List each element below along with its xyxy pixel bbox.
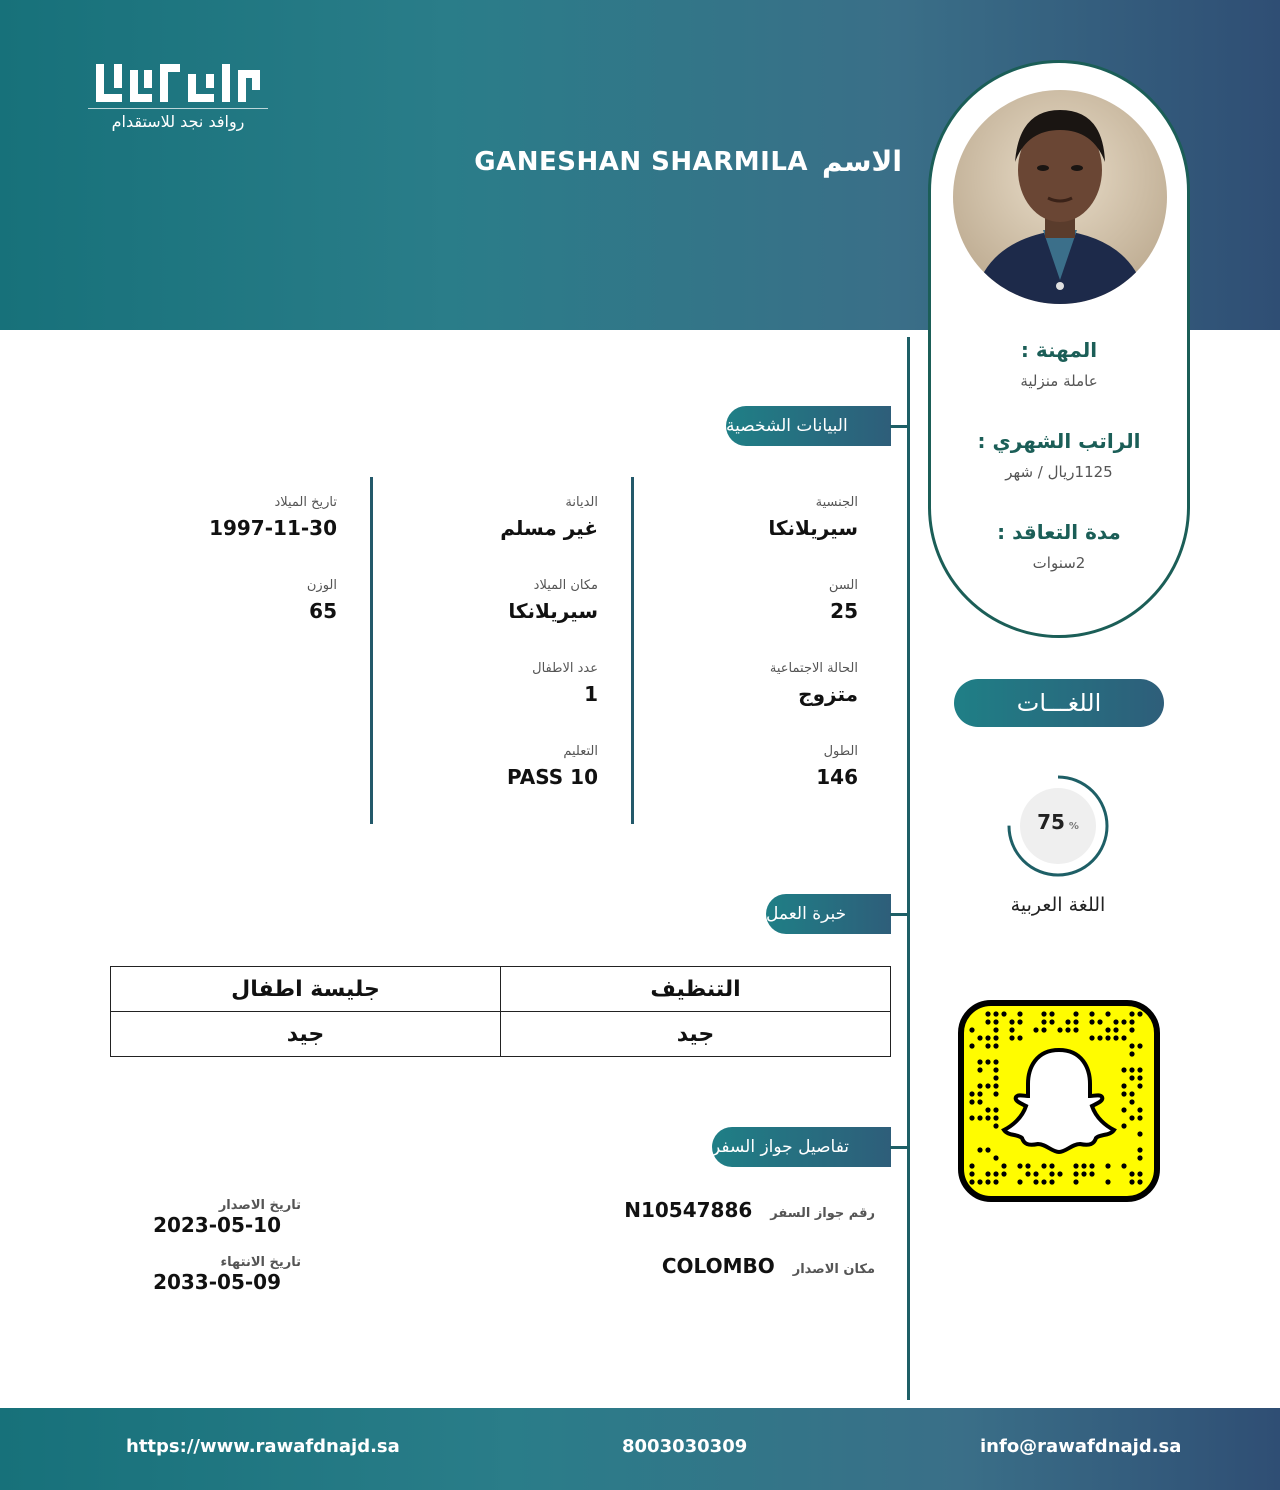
- language-name: اللغة العربية: [1010, 894, 1106, 916]
- snapcode-dot: [1097, 1019, 1102, 1024]
- snapcode-dot: [1121, 1083, 1126, 1088]
- snapcode-dot: [1089, 1163, 1094, 1168]
- contract-field: [931, 520, 1187, 572]
- snapcode-dot: [1105, 1027, 1110, 1032]
- snapcode-dot: [1129, 1075, 1134, 1080]
- snapcode-dot: [985, 1011, 990, 1016]
- person-photo-icon: [953, 90, 1167, 304]
- snapcode-dot: [977, 1091, 982, 1096]
- expiry-date-value: 2033-05-09: [153, 1270, 281, 1294]
- snapcode-dot: [1113, 1027, 1118, 1032]
- snapcode-dot: [1097, 1035, 1102, 1040]
- passport-place-value: COLOMBO: [661, 1254, 775, 1278]
- snapcode-dot: [1129, 1099, 1134, 1104]
- info-item: [97, 578, 337, 661]
- snapcode-dot: [1137, 1075, 1142, 1080]
- section-experience-title: خبرة العمل: [766, 894, 891, 934]
- snapcode-dot: [1073, 1027, 1078, 1032]
- logo-tagline: روافد نجد للاستقدام: [111, 112, 245, 131]
- footer-email-link[interactable]: info@rawafdnajd.sa: [980, 1436, 1182, 1457]
- snapcode-dot: [985, 1171, 990, 1176]
- religion-value: غير مسلم: [500, 516, 598, 540]
- languages-title: اللغـــات: [954, 679, 1164, 727]
- snapcode-dot: [1113, 1019, 1118, 1024]
- contract-value: 2سنوات: [1032, 554, 1086, 572]
- snapcode-dot: [1073, 1019, 1078, 1024]
- age-label: السن: [828, 578, 858, 593]
- snapcode-dot: [977, 1067, 982, 1072]
- expiry-date-label: تاريخ الانتهاء: [220, 1255, 301, 1270]
- snapcode-dot: [1105, 1035, 1110, 1040]
- name-row: [474, 145, 902, 178]
- snapcode-dot: [1129, 1019, 1134, 1024]
- company-logo: [88, 60, 273, 140]
- snapcode-dot: [1009, 1019, 1014, 1024]
- snapcode-dot: [969, 1179, 974, 1184]
- logo-divider: [88, 108, 268, 109]
- snapcode-dot: [1041, 1011, 1046, 1016]
- snapcode-dot: [969, 1027, 974, 1032]
- snapcode-dot: [1129, 1067, 1134, 1072]
- snapcode-dot: [985, 1115, 990, 1120]
- snapcode-dot: [1049, 1163, 1054, 1168]
- snapcode-dot: [1081, 1163, 1086, 1168]
- snapcode-dot: [993, 1107, 998, 1112]
- profession-value: عاملة منزلية: [1020, 372, 1098, 390]
- salary-field: [931, 429, 1187, 481]
- snapcode-dot: [1009, 1035, 1014, 1040]
- snapcode-dot: [1041, 1027, 1046, 1032]
- snapcode-dot: [1121, 1091, 1126, 1096]
- info-item: [358, 661, 598, 744]
- snapcode-dot: [993, 1027, 998, 1032]
- profile-photo: [953, 90, 1167, 304]
- info-item: [618, 495, 858, 578]
- section-personal-tick: [890, 425, 908, 428]
- snapcode-dot: [1017, 1035, 1022, 1040]
- profession-field: [931, 338, 1187, 390]
- snapcode-dot: [977, 1179, 982, 1184]
- snapcode-dot: [1121, 1107, 1126, 1112]
- snapcode-dot: [1089, 1011, 1094, 1016]
- snapcode-dot: [969, 1171, 974, 1176]
- snapcode-dot: [1073, 1171, 1078, 1176]
- gauge-percent-sign: %: [1068, 821, 1079, 832]
- info-item: [618, 744, 858, 827]
- snapcode-dot: [1049, 1019, 1054, 1024]
- snapcode-dot: [1129, 1051, 1134, 1056]
- snapcode-dot: [1057, 1027, 1062, 1032]
- gauge-percent: 75: [1037, 810, 1065, 834]
- snapcode-dot: [985, 1083, 990, 1088]
- table-row: [111, 1012, 891, 1057]
- weight-label: الوزن: [306, 578, 337, 593]
- snapcode-dot: [1041, 1019, 1046, 1024]
- snapcode-qr[interactable]: [958, 1000, 1160, 1202]
- passport-issue-date: [153, 1198, 301, 1237]
- snapcode-dot: [977, 1147, 982, 1152]
- birthdate-value: 1997-11-30: [209, 516, 337, 540]
- name-value: GANESHAN SHARMILA: [474, 146, 809, 177]
- snapcode-dot: [1129, 1179, 1134, 1184]
- snapcode-dot: [993, 1179, 998, 1184]
- skill-level: جيد: [111, 1012, 501, 1057]
- info-item: [358, 578, 598, 661]
- snapcode-dot: [993, 1115, 998, 1120]
- snapcode-dot: [985, 1059, 990, 1064]
- nationality-label: الجنسية: [815, 495, 858, 510]
- issue-date-value: 2023-05-10: [153, 1213, 281, 1237]
- snapcode-dot: [1113, 1035, 1118, 1040]
- snapcode-dot: [993, 1043, 998, 1048]
- snapcode-dot: [1137, 1083, 1142, 1088]
- snapcode-dot: [1121, 1019, 1126, 1024]
- profession-label: المهنة :: [1020, 338, 1098, 362]
- column-divider: [370, 477, 373, 824]
- snapcode-dot: [985, 1147, 990, 1152]
- passport-number-row: [624, 1198, 875, 1222]
- height-label: الطول: [823, 744, 858, 759]
- logo-mark-icon: [92, 60, 267, 106]
- birthdate-label: تاريخ الميلاد: [274, 495, 337, 510]
- snapcode-dot: [1041, 1163, 1046, 1168]
- snapcode-dot: [1025, 1171, 1030, 1176]
- snapcode-dot: [969, 1043, 974, 1048]
- column-divider: [631, 477, 634, 824]
- marital-label: الحالة الاجتماعية: [769, 661, 858, 676]
- education-label: التعليم: [563, 744, 598, 759]
- passport-number-value: N10547886: [624, 1198, 753, 1222]
- children-value: 1: [584, 682, 598, 706]
- marital-value: متزوج: [798, 682, 858, 706]
- snapcode-dot: [985, 1035, 990, 1040]
- nationality-value: سيريلانكا: [768, 516, 858, 540]
- passport-place-row: [662, 1254, 875, 1278]
- snapcode-dot: [977, 1083, 982, 1088]
- personal-col-2: [358, 495, 598, 827]
- snapcode-dot: [1129, 1027, 1134, 1032]
- info-item: [618, 661, 858, 744]
- snapcode-dot: [1017, 1163, 1022, 1168]
- snapcode-dot: [993, 1019, 998, 1024]
- snapcode-dot: [993, 1067, 998, 1072]
- snapcode-dot: [1105, 1179, 1110, 1184]
- snapcode-dot: [1033, 1027, 1038, 1032]
- snapcode-dot: [1137, 1115, 1142, 1120]
- snapcode-dot: [977, 1115, 982, 1120]
- snapcode-dot: [1129, 1171, 1134, 1176]
- section-personal-title: البيانات الشخصية: [726, 406, 891, 446]
- snapcode-dot: [969, 1099, 974, 1104]
- snapcode-dot: [985, 1107, 990, 1112]
- children-label: عدد الاطفال: [532, 661, 598, 676]
- snapcode-dot: [1081, 1171, 1086, 1176]
- snapcode-dot: [1121, 1035, 1126, 1040]
- birthplace-value: سيريلانكا: [508, 599, 598, 623]
- snapcode-dot: [969, 1115, 974, 1120]
- snapcode-dot: [1105, 1011, 1110, 1016]
- snapcode-dot: [993, 1171, 998, 1176]
- salary-label: الراتب الشهري :: [977, 429, 1141, 453]
- snapcode-dot: [1033, 1179, 1038, 1184]
- height-value: 146: [816, 765, 858, 789]
- snapcode-dot: [993, 1091, 998, 1096]
- age-value: 25: [830, 599, 858, 623]
- snapcode-dot: [977, 1035, 982, 1040]
- profile-card: [928, 60, 1190, 638]
- snapcode-dot: [1049, 1179, 1054, 1184]
- snapcode-dot: [1049, 1011, 1054, 1016]
- snapcode-dot: [1121, 1123, 1126, 1128]
- snapcode-dot: [1009, 1027, 1014, 1032]
- snapcode-dot: [1137, 1067, 1142, 1072]
- snapcode-dot: [1121, 1163, 1126, 1168]
- info-item: [358, 495, 598, 578]
- salary-value: 1125ريال / شهر: [1005, 463, 1113, 481]
- issue-date-label: تاريخ الاصدار: [218, 1198, 301, 1213]
- snapcode-dot: [1129, 1011, 1134, 1016]
- snapcode-dot: [1041, 1179, 1046, 1184]
- section-passport-title: تفاصيل جواز السفر: [712, 1127, 891, 1167]
- footer-website-link[interactable]: https://www.rawafdnajd.sa: [126, 1436, 400, 1457]
- snapcode-dot: [1129, 1091, 1134, 1096]
- snapcode-dot: [993, 1059, 998, 1064]
- snapcode-dot: [1065, 1019, 1070, 1024]
- skill-level: جيد: [501, 1012, 891, 1057]
- snapcode-dot: [1129, 1043, 1134, 1048]
- snapcode-dot: [1137, 1011, 1142, 1016]
- snapcode-dot: [1089, 1171, 1094, 1176]
- snapcode-dot: [1001, 1163, 1006, 1168]
- snapcode-dot: [985, 1019, 990, 1024]
- snapcode-dot: [985, 1179, 990, 1184]
- snapcode-dot: [993, 1123, 998, 1128]
- info-item: [97, 495, 337, 578]
- snapcode-dot: [1105, 1163, 1110, 1168]
- snapcode-dot: [1049, 1171, 1054, 1176]
- snapcode-dot: [993, 1155, 998, 1160]
- passport-place-label: مكان الاصدار: [792, 1262, 875, 1277]
- snapcode-dot: [993, 1011, 998, 1016]
- snapcode-dot: [993, 1075, 998, 1080]
- table-row: [111, 967, 891, 1012]
- snapcode-dot: [1137, 1043, 1142, 1048]
- snapcode-dot: [1137, 1147, 1142, 1152]
- snapcode-dot: [1025, 1163, 1030, 1168]
- gauge-value: [1006, 810, 1110, 834]
- snapcode-dot: [1121, 1067, 1126, 1072]
- personal-col-1: [618, 495, 858, 827]
- footer-bar: [0, 1408, 1280, 1490]
- info-item: [358, 744, 598, 827]
- section-passport-tick: [890, 1146, 908, 1149]
- snapcode-dot: [1137, 1107, 1142, 1112]
- snapcode-dot: [1057, 1171, 1062, 1176]
- experience-table: [110, 966, 891, 1057]
- snapcode-dot: [969, 1163, 974, 1168]
- passport-number-label: رقم جواز السفر: [770, 1206, 875, 1221]
- snapcode-dot: [985, 1043, 990, 1048]
- snapcode-dot: [1017, 1019, 1022, 1024]
- snapcode-dot: [969, 1091, 974, 1096]
- passport-expiry-date: [153, 1255, 301, 1294]
- snapcode-dot: [1089, 1019, 1094, 1024]
- weight-value: 65: [309, 599, 337, 623]
- snapcode-dot: [1001, 1171, 1006, 1176]
- snapcode-dot: [1073, 1179, 1078, 1184]
- snapcode-dot: [977, 1099, 982, 1104]
- personal-col-3: [97, 495, 337, 661]
- snapcode-dot: [1001, 1011, 1006, 1016]
- snapcode-dot: [1089, 1035, 1094, 1040]
- footer-phone[interactable]: 8003030309: [622, 1436, 748, 1457]
- snapcode-dot: [993, 1083, 998, 1088]
- religion-label: الديانة: [565, 495, 598, 510]
- skill-header: التنظيف: [501, 967, 891, 1012]
- snapcode-dot: [1137, 1155, 1142, 1160]
- snapcode-dot: [1137, 1131, 1142, 1136]
- snapcode-dot: [977, 1059, 982, 1064]
- snapcode-dot: [1137, 1179, 1142, 1184]
- snapcode-dot: [1129, 1115, 1134, 1120]
- education-value: 10 PASS: [506, 765, 598, 789]
- name-label: الاسم: [822, 145, 902, 178]
- snapcode-dot: [1033, 1171, 1038, 1176]
- snapcode-dot: [1073, 1011, 1078, 1016]
- section-experience-tick: [890, 913, 908, 916]
- contract-label: مدة التعاقد :: [997, 520, 1121, 544]
- skill-header: جليسة اطفال: [111, 967, 501, 1012]
- birthplace-label: مكان الميلاد: [533, 578, 598, 593]
- snapcode-dot: [1017, 1011, 1022, 1016]
- snapcode-dot: [1137, 1171, 1142, 1176]
- info-item: [618, 578, 858, 661]
- snapcode-dot: [1017, 1179, 1022, 1184]
- timeline-line: [907, 337, 910, 1400]
- snapcode-dot: [993, 1035, 998, 1040]
- snapcode-dot: [1065, 1027, 1070, 1032]
- snapcode-dot: [1073, 1163, 1078, 1168]
